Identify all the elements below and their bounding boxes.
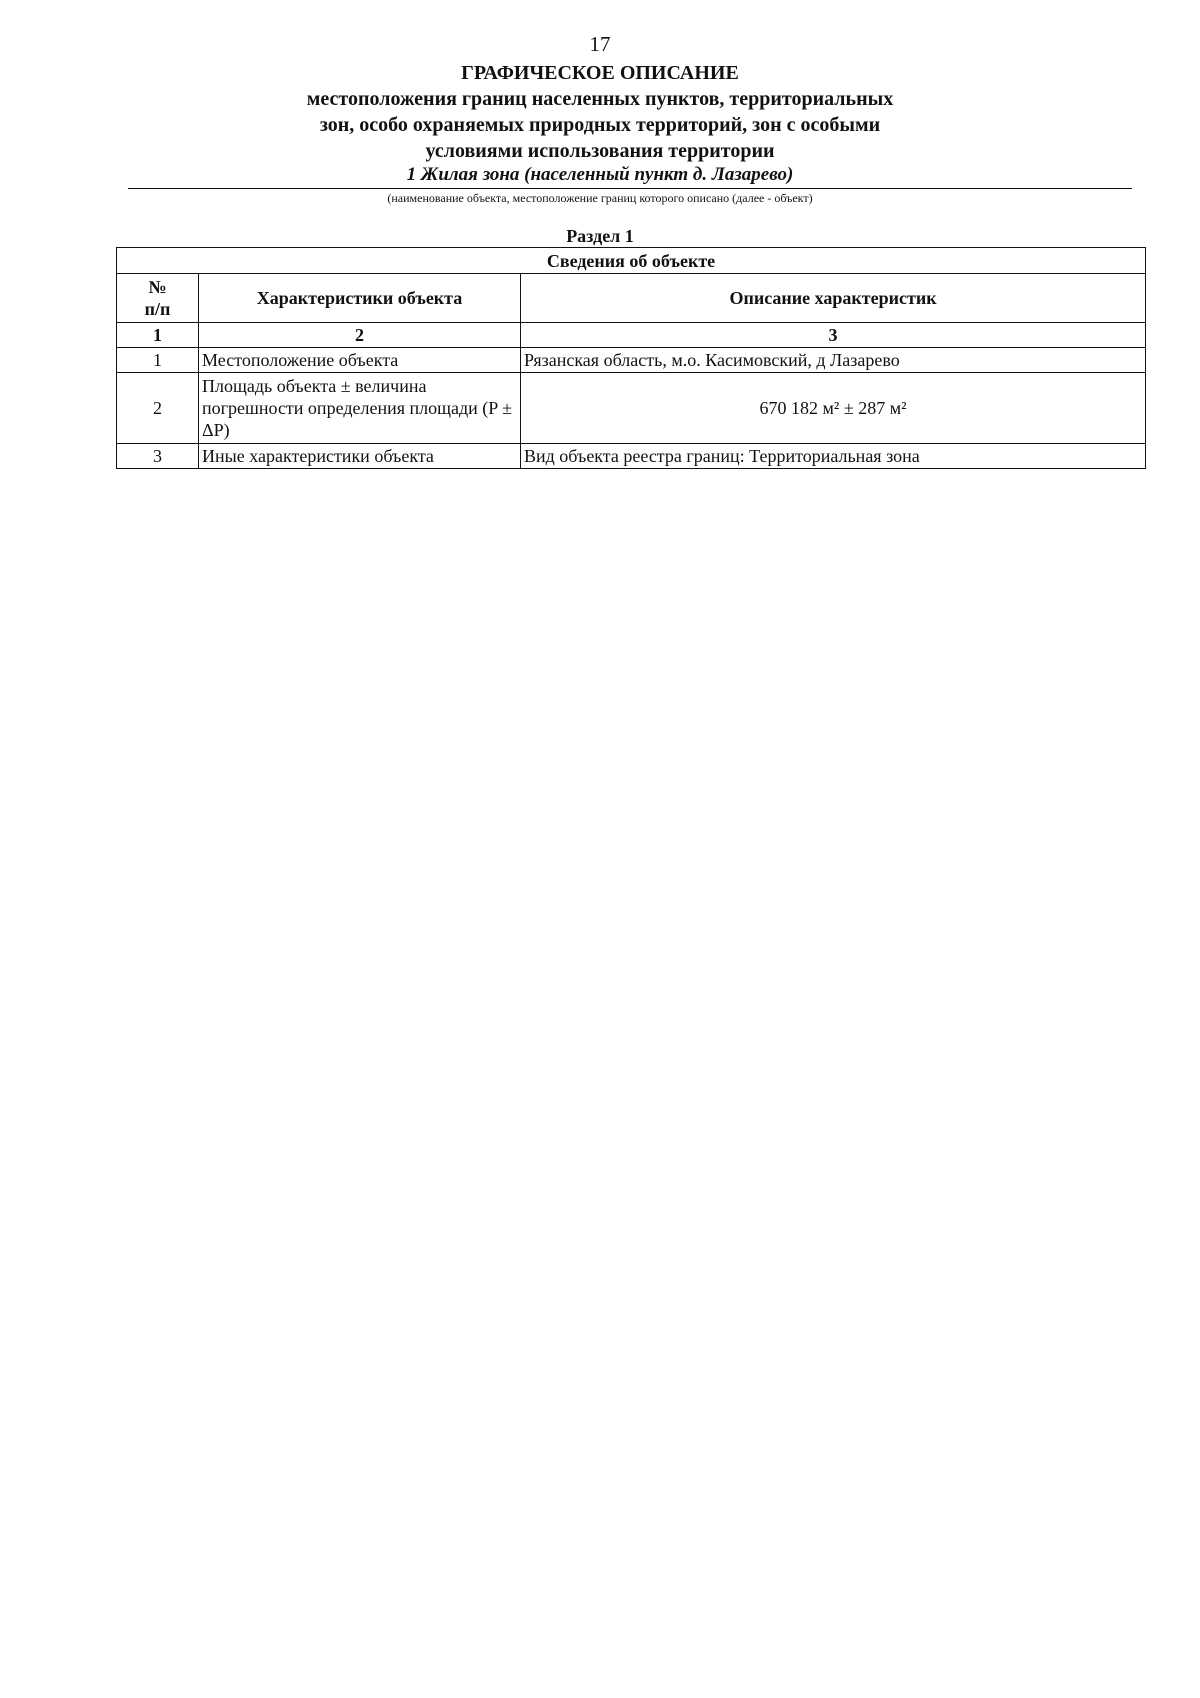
row-number: 2 xyxy=(117,373,199,444)
row-number: 1 xyxy=(117,348,199,373)
table-row xyxy=(117,348,1146,373)
row-description: Рязанская область, м.о. Касимовский, д Лазарево xyxy=(521,348,1146,373)
row-number: 3 xyxy=(117,444,199,469)
row-characteristic: Площадь объекта ± величина погрешности определения площади (P ± ΔP) xyxy=(199,373,521,444)
row-characteristic: Местоположение объекта xyxy=(199,348,521,373)
column-number: 2 xyxy=(199,323,521,348)
table-caption: Сведения об объекте xyxy=(117,248,1146,274)
row-characteristic: Иные характеристики объекта xyxy=(199,444,521,469)
heading-line-4: условиями использования территории xyxy=(425,140,775,162)
header-characteristic: Характеристики объекта xyxy=(199,274,521,323)
object-name-caption: (наименование объекта, местоположение границ которого описано (далее - объект) xyxy=(387,191,813,205)
object-info-table xyxy=(116,247,1146,469)
table-row xyxy=(117,373,1146,444)
heading-line-2: местоположения границ населенных пунктов, территориальных xyxy=(306,88,894,110)
header-description: Описание характеристик xyxy=(521,274,1146,323)
section-title: Раздел 1 xyxy=(566,226,634,246)
column-number: 1 xyxy=(117,323,199,348)
object-name: 1 Жилая зона (населенный пункт д. Лазарево) xyxy=(406,164,794,185)
table-header-row xyxy=(117,274,1146,323)
heading-title: ГРАФИЧЕСКОЕ ОПИСАНИЕ xyxy=(461,62,739,84)
table-caption-row xyxy=(117,248,1146,274)
header-number: № п/п xyxy=(117,274,199,323)
document-heading xyxy=(0,60,1200,164)
row-description: Вид объекта реестра границ: Территориальная зона xyxy=(521,444,1146,469)
table-row xyxy=(117,444,1146,469)
page-number: 17 xyxy=(589,32,611,56)
column-number-row xyxy=(117,323,1146,348)
heading-line-3: зон, особо охраняемых природных территорий, зон с особыми xyxy=(319,114,881,136)
object-name-underline xyxy=(128,188,1132,189)
column-number: 3 xyxy=(521,323,1146,348)
row-description: 670 182 м² ± 287 м² xyxy=(521,373,1146,444)
